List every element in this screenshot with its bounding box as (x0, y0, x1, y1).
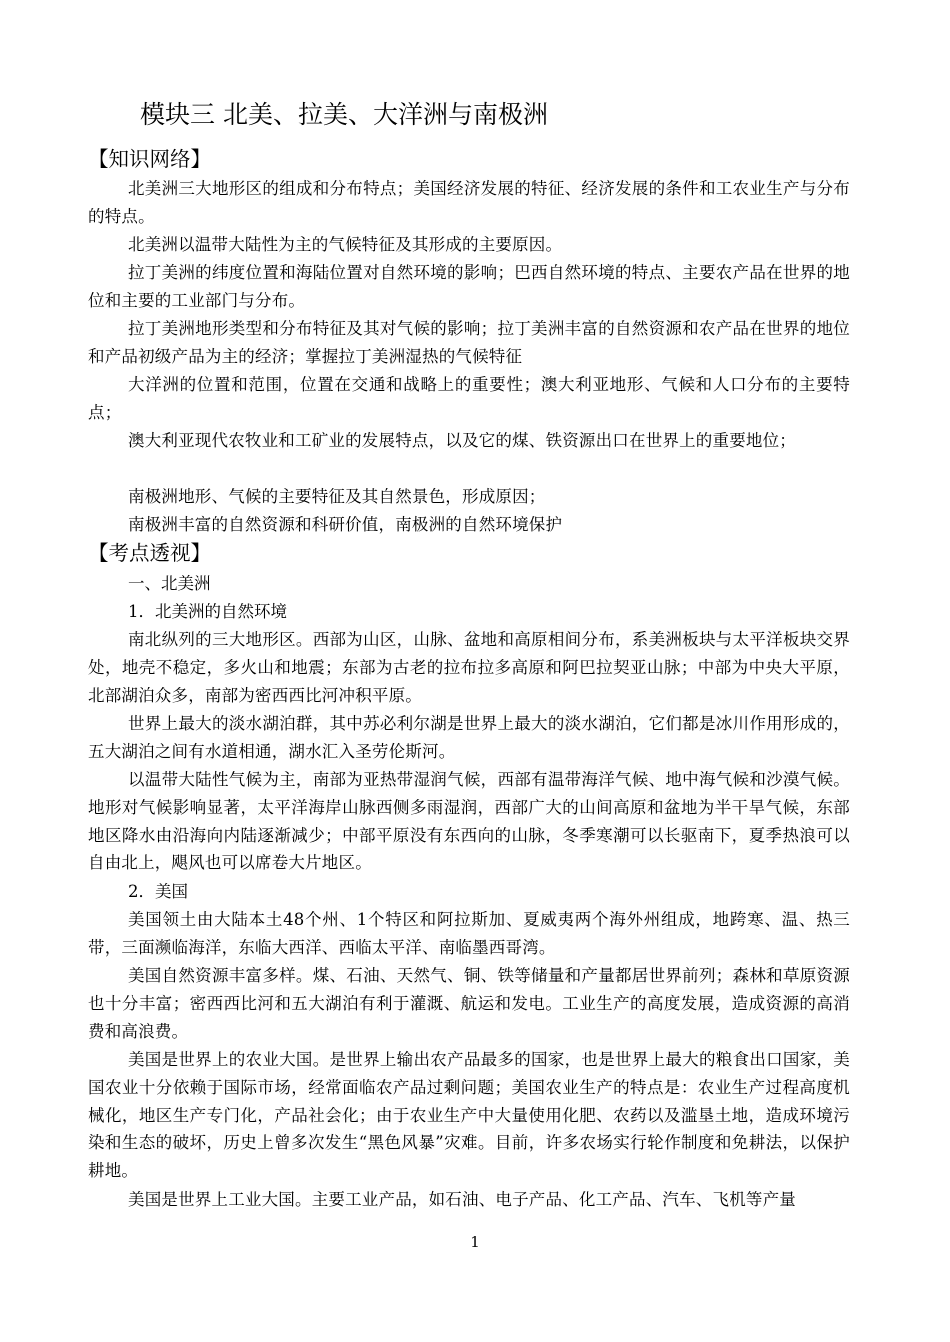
paragraph: 以温带大陆性气候为主，南部为亚热带湿润气候，西部有温带海洋气候、地中海气候和沙漠气候。地形对气候影响显著，太平洋海岸山脉西侧多雨湿润，西部广大的山间高原和盆地为半干旱气候，东部地区降水由沿海向内陆逐渐减少；中部平原没有东西向的山脉，冬季寒潮可以长驱南下，夏季热浪可以自由北上，飓风也可以席卷大片地区。 (88, 770, 850, 873)
paragraph: 大洋洲的位置和范围，位置在交通和战略上的重要性；澳大利亚地形、气候和人口分布的主要特点； (88, 375, 850, 422)
paragraph: 南北纵列的三大地形区。西部为山区，山脉、盆地和高原相间分布，系美洲板块与太平洋板块交界处，地壳不稳定，多火山和地震；东部为古老的拉布拉多高原和阿巴拉契亚山脉；中部为中央大平原，北部湖泊众多，南部为密西西比河冲积平原。 (88, 630, 850, 705)
paragraph: 南极洲丰富的自然资源和科研价值，南极洲的自然环境保护 (128, 515, 563, 534)
paragraph: 南极洲地形、气候的主要特征及其自然景色，形成原因； (128, 487, 546, 506)
paragraph: 美国是世界上工业大国。主要工业产品，如石油、电子产品、化工产品、汽车、飞机等产量 (128, 1190, 796, 1209)
paragraph: 美国自然资源丰富多样。煤、石油、天然气、铜、铁等储量和产量都居世界前列；森林和草原资源也十分丰富；密西西比河和五大湖泊有利于灌溉、航运和发电。工业生产的高度发展，造成资源的高消费和高浪费。 (88, 966, 850, 1041)
paragraph: 世界上最大的淡水湖泊群，其中苏必利尔湖是世界上最大的淡水湖泊，它们都是冰川作用形成的，五大湖泊之间有水道相通，湖水汇入圣劳伦斯河。 (88, 714, 850, 761)
section-heading-knowledge-network: 【知识网络】 (88, 147, 211, 171)
item-heading-usa: 2．美国 (128, 882, 188, 901)
paragraph: 北美洲以温带大陆性为主的气候特征及其形成的主要原因。 (128, 235, 563, 254)
paragraph: 美国领土由大陆本土48个州、1个特区和阿拉斯加、夏威夷两个海外州组成，地跨寒、温、热三带，三面濒临海洋，东临大西洋、西临太平洋、南临墨西哥湾。 (88, 910, 850, 957)
page-number: 1 (470, 1233, 480, 1251)
document-title: 模块三 北美、拉美、大洋洲与南极洲 (140, 100, 548, 129)
paragraph: 澳大利亚现代农牧业和工矿业的发展特点，以及它的煤、铁资源出口在世界上的重要地位； (128, 431, 796, 450)
paragraph: 北美洲三大地形区的组成和分布特点；美国经济发展的特征、经济发展的条件和工农业生产与分布的特点。 (88, 179, 850, 226)
paragraph: 拉丁美洲的纬度位置和海陆位置对自然环境的影响；巴西自然环境的特点、主要农产品在世界的地位和主要的工业部门与分布。 (88, 263, 850, 310)
subheading-north-america: 一、北美洲 (128, 574, 211, 593)
item-heading-natural-environment: 1．北美洲的自然环境 (128, 602, 287, 621)
paragraph: 拉丁美洲地形类型和分布特征及其对气候的影响；拉丁美洲丰富的自然资源和农产品在世界的地位和产品初级产品为主的经济；掌握拉丁美洲湿热的气候特征 (88, 319, 850, 366)
paragraph: 美国是世界上的农业大国。是世界上输出农产品最多的国家，也是世界上最大的粮食出口国家，美国农业十分依赖于国际市场，经常面临农产品过剩问题；美国农业生产的特点是：农业生产过程高度机械化，地区生产专门化，产品社会化；由于农业生产中大量使用化肥、农药以及滥垦土地，造成环境污染和生态的破坏，历史上曾多次发生“黑色风暴”灾难。目前，许多农场实行轮作制度和免耕法，以保护耕地。 (88, 1050, 850, 1181)
section-heading-exam-points: 【考点透视】 (88, 541, 211, 565)
